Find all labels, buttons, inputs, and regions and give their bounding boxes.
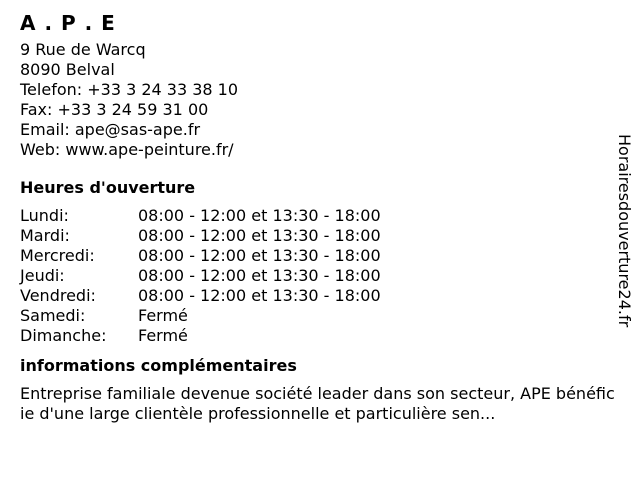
hours-time: 08:00 - 12:00 et 13:30 - 18:00 <box>138 286 381 305</box>
hours-row-friday <box>20 286 620 306</box>
additional-info-heading: informations complémentaires <box>20 356 297 375</box>
site-watermark: Horairesdouverture24.fr <box>615 134 634 328</box>
website-address: Web: www.ape-peinture.fr/ <box>20 140 234 159</box>
hours-time: Fermé <box>138 306 188 325</box>
hours-time: Fermé <box>138 326 188 345</box>
hours-time: 08:00 - 12:00 et 13:30 - 18:00 <box>138 246 381 265</box>
address-street: 9 Rue de Warcq <box>20 40 146 59</box>
hours-row-thursday <box>20 266 620 286</box>
opening-hours-table <box>20 206 620 346</box>
hours-day: Vendredi: <box>20 286 96 305</box>
address-city: 8090 Belval <box>20 60 115 79</box>
company-name: A . P . E <box>20 11 116 35</box>
hours-time: 08:00 - 12:00 et 13:30 - 18:00 <box>138 266 381 285</box>
additional-info-text: Entreprise familiale devenue société leader dans son secteur, APE bénéficie d'une large clientèle professionnelle et particulière sen... <box>20 384 615 423</box>
hours-day: Dimanche: <box>20 326 107 345</box>
phone-number: Telefon: +33 3 24 33 38 10 <box>20 80 239 99</box>
email-address: Email: ape@sas-ape.fr <box>20 120 201 139</box>
opening-hours-heading: Heures d'ouverture <box>20 178 196 197</box>
hours-day: Samedi: <box>20 306 86 325</box>
hours-day: Mardi: <box>20 226 70 245</box>
business-listing <box>20 10 620 424</box>
hours-day: Jeudi: <box>20 266 65 285</box>
hours-row-saturday <box>20 306 620 326</box>
hours-row-monday <box>20 206 620 226</box>
hours-day: Lundi: <box>20 206 69 225</box>
hours-row-wednesday <box>20 246 620 266</box>
fax-number: Fax: +33 3 24 59 31 00 <box>20 100 209 119</box>
hours-time: 08:00 - 12:00 et 13:30 - 18:00 <box>138 226 381 245</box>
hours-time: 08:00 - 12:00 et 13:30 - 18:00 <box>138 206 381 225</box>
hours-row-sunday <box>20 326 620 346</box>
hours-day: Mercredi: <box>20 246 95 265</box>
hours-row-tuesday <box>20 226 620 246</box>
